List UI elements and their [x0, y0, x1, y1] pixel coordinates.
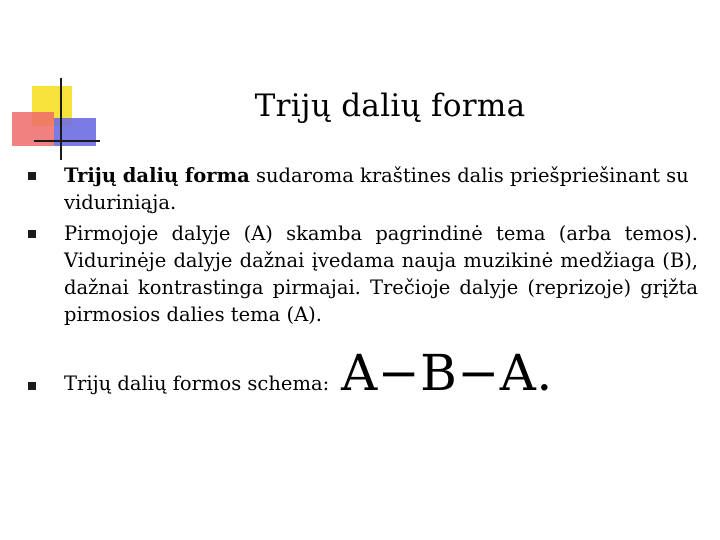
bullet-text: sudaroma kraštines dalis priešpriešinant su viduriniąja.	[64, 164, 689, 214]
bullet-item	[28, 162, 698, 216]
slide-title: Trijų dalių forma	[254, 88, 526, 124]
square-bullet-icon	[28, 230, 36, 238]
bullet-list	[28, 162, 698, 402]
square-bullet-icon	[28, 382, 36, 390]
decorative-logo	[0, 0, 110, 170]
schema-label: Trijų dalių formos schema:	[64, 372, 330, 395]
logo-vertical-line	[60, 78, 62, 160]
bullet-item	[28, 344, 698, 402]
logo-horizontal-line	[34, 140, 100, 142]
bold-term: Trijų dalių forma	[64, 164, 250, 187]
bullet-text: Pirmojoje dalyje (A) skamba pagrindinė tema (arba temos). Vidurinėje dalyje dažnai įvedama nauja muzikinė medžiaga (B), dažnai kontrastinga pirmajai. Trečioje dalyje (reprizoje) grįžta pirmosios dalies tema (A).	[64, 222, 698, 326]
square-bullet-icon	[28, 172, 36, 180]
bullet-item	[28, 220, 698, 328]
form-schema: A−B−A.	[341, 344, 553, 402]
